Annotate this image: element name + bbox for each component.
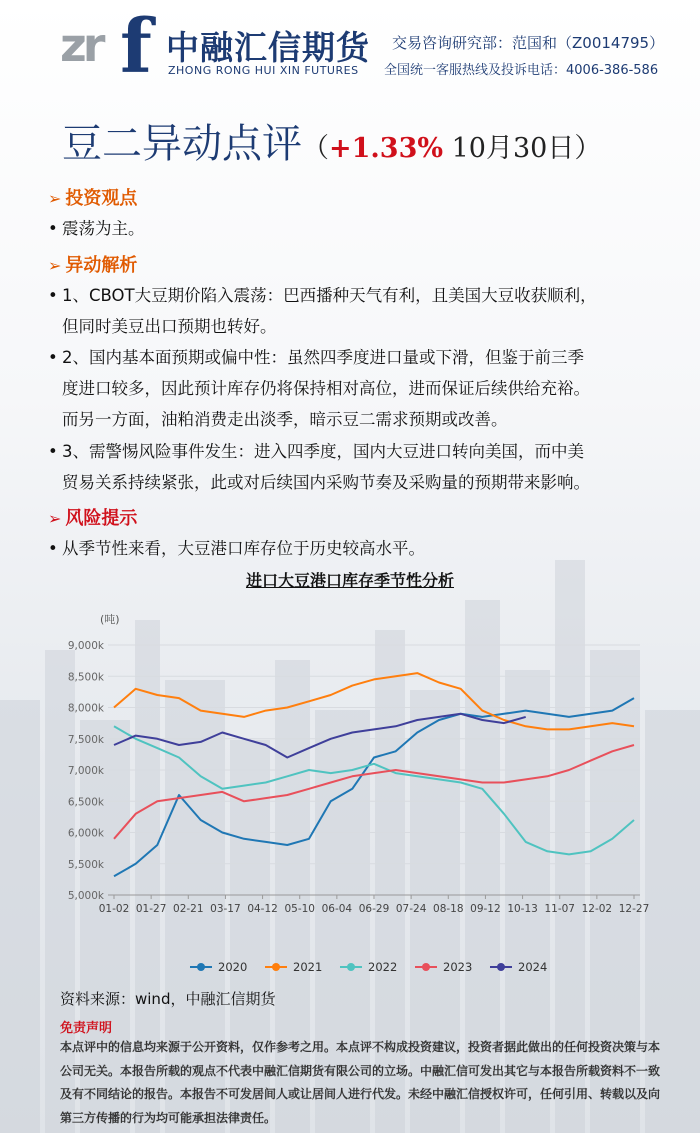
analysis-bullet-3 <box>48 436 668 498</box>
arrow-icon: ➢ <box>48 189 62 208</box>
disclaimer-title: 免责声明 <box>60 1021 113 1036</box>
analysis-1-line2: 但同时美豆出口预期也转好。 <box>62 317 277 336</box>
legend-label-2023: 2023 <box>443 960 473 974</box>
analysis-bullet-2 <box>48 342 668 435</box>
title-open-paren: （ <box>302 133 329 164</box>
view-text: 震荡为主。 <box>62 219 145 238</box>
y-tick-label: 7,500k <box>67 733 104 746</box>
section-analysis-title: 异动解析 <box>65 255 138 276</box>
section-risk-title: 风险提示 <box>65 508 138 529</box>
arrow-icon: ➢ <box>48 256 62 275</box>
analysis-bullet-1 <box>48 280 668 342</box>
analyst-info: 交易咨询研究部：范国和（Z0014795） <box>392 34 665 52</box>
hotline-info: 全国统一客服热线及投诉电话：4006-386-586 <box>384 63 659 78</box>
company-logo-mark: zr <box>60 18 102 72</box>
legend-marker-2023 <box>422 963 430 971</box>
chart-title: 进口大豆港口库存季节性分析 <box>245 571 454 590</box>
y-tick-label: 9,000k <box>67 640 104 652</box>
series-line-2020 <box>114 698 634 876</box>
analysis-2-line3: 而另一方面，油粕消费走出淡季，暗示豆二需求预期或改善。 <box>62 410 508 429</box>
title-main: 豆二异动点评 <box>62 121 302 167</box>
series-line-2024 <box>114 714 526 758</box>
x-tick-label: 02-21 <box>173 903 204 915</box>
seasonal-inventory-chart <box>60 600 660 990</box>
legend-marker-2021 <box>272 963 280 971</box>
bullet-dot: • <box>48 539 58 558</box>
title-change: +1.33% <box>329 133 444 164</box>
x-tick-label: 04-12 <box>247 903 278 915</box>
legend-marker-2024 <box>497 963 505 971</box>
section-risk <box>48 504 137 530</box>
risk-bullet <box>48 533 668 564</box>
analysis-2-line2: 度进口较多，因此预计库存仍将保持相对高位，进而保证后续供给充裕。 <box>62 379 590 398</box>
section-analysis <box>48 251 137 277</box>
legend-marker-2022 <box>347 963 355 971</box>
x-tick-label: 12-02 <box>581 903 613 915</box>
x-tick-label: 10-13 <box>507 903 538 915</box>
view-bullet <box>48 213 668 244</box>
x-tick-label: 06-29 <box>358 903 390 915</box>
x-tick-label: 07-24 <box>395 903 427 915</box>
legend-label-2021: 2021 <box>293 960 323 974</box>
section-view-title: 投资观点 <box>65 188 138 209</box>
bullet-dot: • <box>48 219 58 238</box>
legend-label-2022: 2022 <box>368 960 398 974</box>
series-line-2021 <box>114 673 634 729</box>
y-tick-label: 8,000k <box>67 702 104 715</box>
bullet-dot: • <box>48 286 58 305</box>
bullet-dot: • <box>48 348 58 367</box>
risk-text: 从季节性来看，大豆港口库存位于历史较高水平。 <box>62 539 425 558</box>
analysis-3-line1: 3、需警惕风险事件发生：进入四季度，国内大豆进口转向美国，而中美 <box>62 442 584 461</box>
analysis-1-line1: 1、CBOT大豆期价陷入震荡：巴西播种天气有利，且美国大豆收获顺利， <box>62 286 597 305</box>
x-tick-label: 09-12 <box>470 903 501 915</box>
bullet-dot: • <box>48 442 58 461</box>
x-tick-label: 12-27 <box>618 903 650 915</box>
x-tick-label: 11-07 <box>544 903 575 915</box>
series-line-2022 <box>114 726 634 854</box>
x-tick-label: 01-02 <box>98 903 130 915</box>
page-header <box>0 0 700 88</box>
company-logo-f: f <box>120 4 152 90</box>
disclaimer-text: 本点评中的信息均来源于公开资料，仅作参考之用。本点评不构成投资建议，投资者据此做出的任何投资决策与本公司无关。本报告所载的观点不代表中融汇信期货有限公司的立场。中融汇信可发出其它与本报告所载资料不一致及有不同结论的报告。本报告不可发居间人或让居间人进行代发。未经中融汇信授权许可，任何引用、转载以及向第三方传播的行为均可能承担法律责任。 <box>60 1040 661 1125</box>
company-name-cn: 中融汇信期货 <box>166 28 370 67</box>
title-date: 10月30日） <box>443 133 602 164</box>
y-tick-label: 6,500k <box>67 796 104 809</box>
data-source: 资料来源：wind，中融汇信期货 <box>60 990 276 1008</box>
x-tick-label: 08-18 <box>433 903 464 915</box>
y-axis-unit-label: (吨) <box>100 613 120 626</box>
x-tick-label: 03-17 <box>210 903 241 915</box>
section-view <box>48 184 137 210</box>
legend-label-2020: 2020 <box>218 960 248 974</box>
legend-label-2024: 2024 <box>518 960 548 974</box>
y-tick-label: 8,500k <box>67 671 104 684</box>
page-title <box>62 112 601 169</box>
analysis-2-line1: 2、国内基本面预期或偏中性：虽然四季度进口量或下滑，但鉴于前三季 <box>62 348 584 367</box>
x-tick-label: 05-10 <box>284 903 315 915</box>
arrow-icon: ➢ <box>48 509 62 528</box>
x-tick-label: 06-04 <box>321 903 353 915</box>
y-tick-label: 5,000k <box>67 890 104 902</box>
y-tick-label: 7,000k <box>67 765 104 777</box>
company-name-en: ZHONG RONG HUI XIN FUTURES <box>168 64 359 77</box>
y-tick-label: 6,000k <box>67 827 104 840</box>
analysis-3-line2: 贸易关系持续紧张，此或对后续国内采购节奏及采购量的预期带来影响。 <box>62 473 590 492</box>
y-tick-label: 5,500k <box>67 858 104 871</box>
x-tick-label: 01-27 <box>135 903 167 915</box>
legend-marker-2020 <box>197 963 205 971</box>
